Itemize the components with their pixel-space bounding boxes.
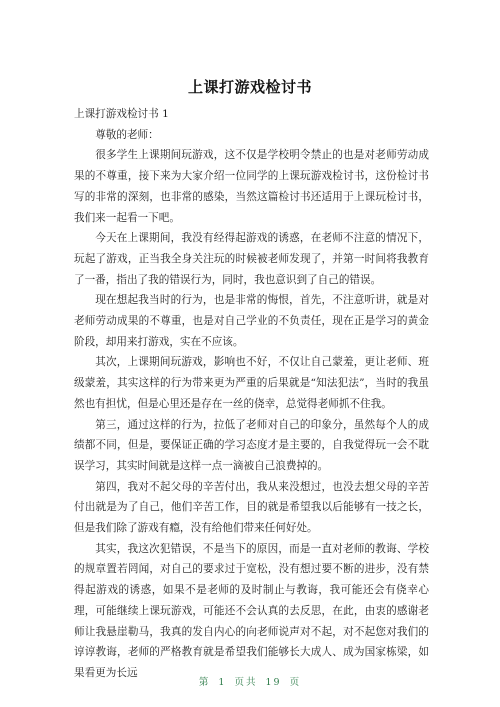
footer-current-page: 1 (218, 677, 227, 688)
footer-suffix: 页 (289, 677, 302, 688)
footer-middle: 页共 (234, 677, 258, 688)
paragraph-5: 第三，通过这样的行为，拉低了老师对自己的印象分，虽然每个人的成绩都不同，但是，要保证正确的学习态度才是主要的，自我觉得玩一会不耽误学习，其实时间就是这样一点一滴被自己浪费掉的。 (74, 418, 429, 472)
page-footer (0, 674, 500, 688)
paragraph-4: 其次，上课期间玩游戏，影响也不好，不仅让自己蒙羞，更让老师、班级蒙羞，其实这样的行为带来更为严重的后果就是“知法犯法”，当时的我虽然也有担忧，但是心里还是存在一丝的侥幸，总觉得老师抓不住我。 (74, 356, 429, 410)
document-body (74, 104, 429, 684)
salutation: 尊敬的老师： (95, 128, 159, 141)
paragraph-3: 现在想起我当时的行为，也是非常的悔恨，首先，不注意听讲，就是对老师劳动成果的不尊重，也是对自己学业的不负责任，现在正是学习的黄金阶段，却用来打游戏，实在不应该。 (74, 294, 429, 348)
paragraph-1: 很多学生上课期间玩游戏，这不仅是学校明令禁止的也是对老师劳动成果的不尊重，接下来为大家介绍一位同学的上课玩游戏检讨书，这份检讨书写的非常的深刻，也非常的感染，当然这篇检讨书还适用于上课玩检讨书，我们来一起看一下吧。 (74, 149, 429, 224)
document-title: 上课打游戏检讨书 (187, 78, 312, 96)
paragraph-7: 其实，我这次犯错误，不是当下的原因，而是一直对老师的教诲、学校的规章置若罔闻，对自己的要求过于宽松，没有想过要不断的进步，没有禁得起游戏的诱惑，如果不是老师的及时制止与教诲，我可能还会有侥幸心理，可能继续上课玩游戏，可能还不会认真的去反思，在此，由衷的感谢老师让我悬崖勒马，我真的发自内心的向老师说声对不起，对不起您对我们的谆谆教诲，老师的严格教育就是希望我们能够长大成人、成为国家栋梁，如果看更为长远 (74, 542, 429, 679)
footer-prefix: 第 (198, 677, 211, 688)
footer-total-pages: 19 (265, 677, 282, 688)
paragraph-2: 今天在上课期间，我没有经得起游戏的诱惑，在老师不注意的情况下，玩起了游戏，正当我全身关注玩的时候被老师发现了，并第一时间将我教育了一番，指出了我的错误行为，同时，我也意识到了自己的错误。 (74, 232, 429, 286)
document-subtitle: 上课打游戏检讨书 1 (74, 108, 169, 120)
paragraph-6: 第四，我对不起父母的辛苦付出，我从来没想过，也没去想父母的辛苦付出就是为了自己，他们辛苦工作，目的就是希望我以后能够有一技之长，但是我们除了游戏有瘾，没有给他们带来任何好处。 (74, 480, 429, 535)
